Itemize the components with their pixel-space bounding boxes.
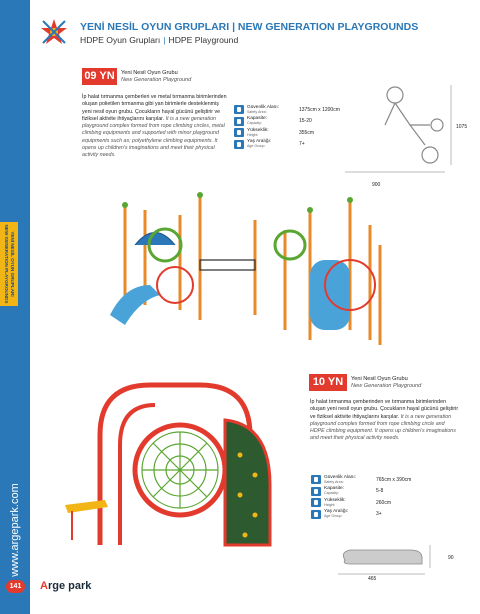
capacity-icon xyxy=(234,117,244,126)
spec-table xyxy=(234,104,340,150)
page-number: 141 xyxy=(6,580,25,593)
product-name-tr: Yeni Nesil Oyun Grubu xyxy=(121,70,178,76)
sidebar xyxy=(0,0,30,614)
product-name-en: New Generation Playground xyxy=(121,77,192,83)
spec-label-en: Height: xyxy=(247,132,259,137)
spec-table xyxy=(311,474,411,520)
spec-label-en: Safety Area: xyxy=(247,109,267,114)
spec-value: 7+ xyxy=(299,141,305,148)
footer-brand-logo xyxy=(40,580,91,592)
spec-label-en: Height: xyxy=(324,502,336,507)
section-tab[interactable] xyxy=(0,222,18,306)
section-tab-line2: NEW GENERATION PLAYGROUNDS xyxy=(4,224,9,304)
description-tr: İp halat tırmanma çemberleri ve metal tırmanma birimlerinden oluşan polietilen tırmanma gibi yan birimlerle desteklenmiş yeni nesil oyun grubu. Çocukların hayal gücünü geliştirir ve fiziksel aktivite ihtiyaçlarını karşılar. xyxy=(82,94,227,122)
spec-label-en: Safety Area: xyxy=(324,479,344,484)
product-description xyxy=(310,399,460,443)
product-description xyxy=(82,94,229,160)
subtitle-separator: | xyxy=(163,35,166,45)
spec-label: Yükseklik: xyxy=(324,497,346,503)
spec-value: 3+ xyxy=(376,511,382,518)
page-subtitle xyxy=(80,35,238,45)
product-photo-10yn xyxy=(60,375,290,555)
product-code-badge: 10 YN xyxy=(309,374,347,391)
subtitle-tr: HDPE Oyun Grupları xyxy=(80,35,161,45)
product-name-tr: Yeni Nesil Oyun Grubu xyxy=(351,376,408,382)
spec-row xyxy=(311,474,411,486)
spec-value: 260cm xyxy=(376,499,392,506)
spec-value: 15-20 xyxy=(299,118,312,125)
safety-area-icon xyxy=(234,105,244,114)
age-group-icon xyxy=(311,510,321,519)
plan-width-dimension: 465 xyxy=(368,576,377,582)
section-tab-line1: YENİ NESİL OYUN GRUPLARI xyxy=(10,231,15,297)
spec-row xyxy=(311,486,411,498)
spec-label-en: Age Group: xyxy=(324,514,343,519)
brand-name: rge park xyxy=(47,580,92,592)
spec-row xyxy=(234,139,340,151)
spec-label: Kapasite: xyxy=(247,116,268,122)
brand-star-logo xyxy=(39,17,69,47)
description-tr: İp halat tırmanma çemberinden ve tırmanma birimlerinden oluşan yeni nesil oyun grubu. Çocukların hayal gücünü geliştirir ve fiziksel aktivite ihtiyaçlarını karşılar. xyxy=(310,399,459,420)
capacity-icon xyxy=(311,487,321,496)
subtitle-en: HDPE Playground xyxy=(168,35,239,45)
product-code-badge: 09 YN xyxy=(82,68,117,85)
height-icon xyxy=(311,498,321,507)
spec-label-en: Capacity: xyxy=(324,491,339,496)
spec-label: Güvenlik Alanı: xyxy=(247,104,279,110)
spec-label: Kapasite: xyxy=(324,486,345,492)
spec-label-en: Age Group: xyxy=(247,144,266,149)
product-name xyxy=(121,70,191,84)
description-en: It is a new generation playground complex formed from rope climbing circle and HDPE climbing equipment. It opens up children's imaginations and meet their physical activity needs. xyxy=(310,413,456,442)
website-url[interactable]: www.argepark.com xyxy=(9,483,21,577)
spec-value: 1375cm x 1200cm xyxy=(299,106,340,113)
spec-value: 765cm x 390cm xyxy=(376,476,412,483)
safety-area-icon xyxy=(311,475,321,484)
spec-row xyxy=(234,127,340,139)
description-en: It is a new generation playground complex formed from rope climbing circles, metal climbing equipments and supported with minor playground equipments such as; polyethylene climbing equipments. It opens up children's imaginations and meet their physical activity needs. xyxy=(82,115,225,159)
product-plan-drawing xyxy=(330,540,440,580)
spec-label: Yaş Aralığı: xyxy=(247,139,272,145)
spec-row xyxy=(234,104,340,116)
product-plan-drawing xyxy=(335,80,468,180)
spec-label: Güvenlik Alanı: xyxy=(324,474,356,480)
product-name xyxy=(351,376,421,390)
plan-width-dimension: 900 xyxy=(372,182,381,188)
spec-value: 355cm xyxy=(299,129,315,136)
plan-height-dimension: 90 xyxy=(448,555,454,561)
spec-label: Yaş Aralığı: xyxy=(324,509,349,515)
product-name-en: New Generation Playground xyxy=(351,383,422,389)
spec-label: Yükseklik: xyxy=(247,127,269,133)
spec-row xyxy=(311,509,411,521)
spec-row xyxy=(234,116,340,128)
plan-height-dimension: 1075 xyxy=(456,124,468,130)
page-title: YENİ NESİL OYUN GRUPLARI | NEW GENERATION PLAYGROUNDS xyxy=(80,21,419,33)
height-icon xyxy=(234,128,244,137)
brand-mark: A xyxy=(40,580,48,592)
product-photo-09yn xyxy=(105,190,395,360)
age-group-icon xyxy=(234,140,244,149)
spec-label-en: Capacity: xyxy=(247,121,262,126)
spec-value: 5-8 xyxy=(376,488,384,495)
spec-row xyxy=(311,497,411,509)
